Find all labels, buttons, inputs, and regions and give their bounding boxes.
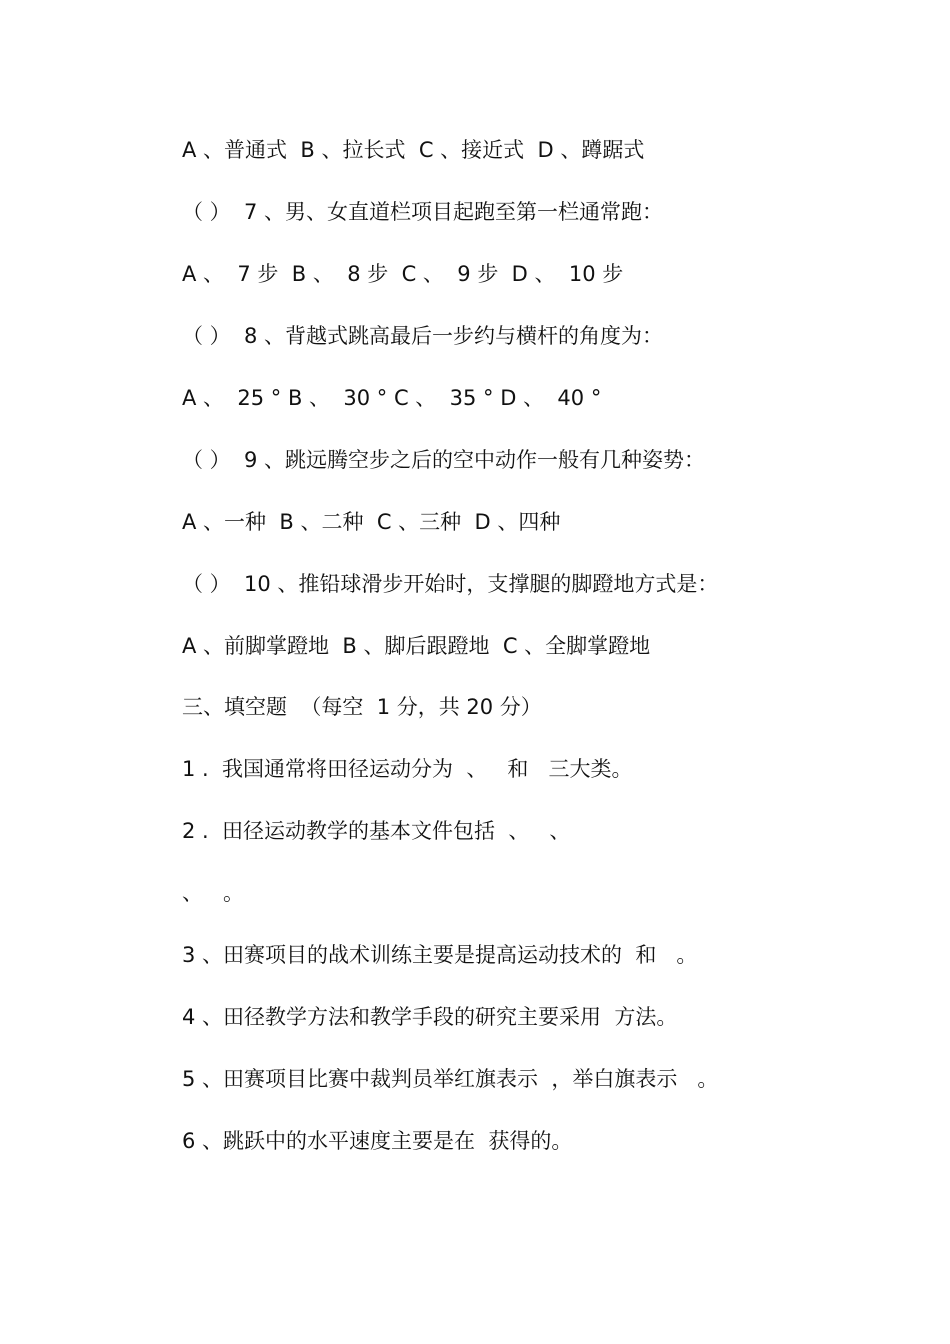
fill-blank-2-continued: 、 。 bbox=[182, 881, 245, 905]
q7-question: （ ） 7 、男、女直道栏项目起跑至第一栏通常跑： bbox=[182, 200, 664, 224]
q9-question: （ ） 9 、跳远腾空步之后的空中动作一般有几种姿势： bbox=[182, 448, 706, 472]
q6-options: A 、普通式 B 、拉长式 C 、接近式 D 、蹲踞式 bbox=[182, 138, 645, 162]
fill-blank-6: 6 、跳跃中的水平速度主要是在 获得的。 bbox=[182, 1129, 573, 1153]
fill-blank-2: 2 . 田径运动教学的基本文件包括 、 、 bbox=[182, 819, 571, 843]
fill-blank-5: 5 、田赛项目比赛中裁判员举红旗表示 ，举白旗表示 。 bbox=[182, 1067, 719, 1091]
q10-question: （ ） 10 、推铅球滑步开始时，支撑腿的脚蹬地方式是： bbox=[182, 572, 719, 596]
fill-blank-4: 4 、田径教学方法和教学手段的研究主要采用 方法。 bbox=[182, 1005, 678, 1029]
q8-options: A 、 25 ° B 、 30 ° C 、 35 ° D 、 40 ° bbox=[182, 386, 602, 410]
q9-options: A 、一种 B 、二种 C 、三种 D 、四种 bbox=[182, 510, 561, 534]
q8-question: （ ） 8 、背越式跳高最后一步约与横杆的角度为： bbox=[182, 324, 664, 348]
section-heading-fill-blank: 三、填空题 （每空 1 分，共 20 分） bbox=[182, 695, 542, 719]
q7-options: A 、 7 步 B 、 8 步 C 、 9 步 D 、 10 步 bbox=[182, 262, 624, 286]
q10-options: A 、前脚掌蹬地 B 、脚后跟蹬地 C 、全脚掌蹬地 bbox=[182, 634, 651, 658]
fill-blank-3: 3 、田赛项目的战术训练主要是提高运动技术的 和 。 bbox=[182, 943, 698, 967]
fill-blank-1: 1 . 我国通常将田径运动分为 、 和 三大类。 bbox=[182, 757, 633, 781]
